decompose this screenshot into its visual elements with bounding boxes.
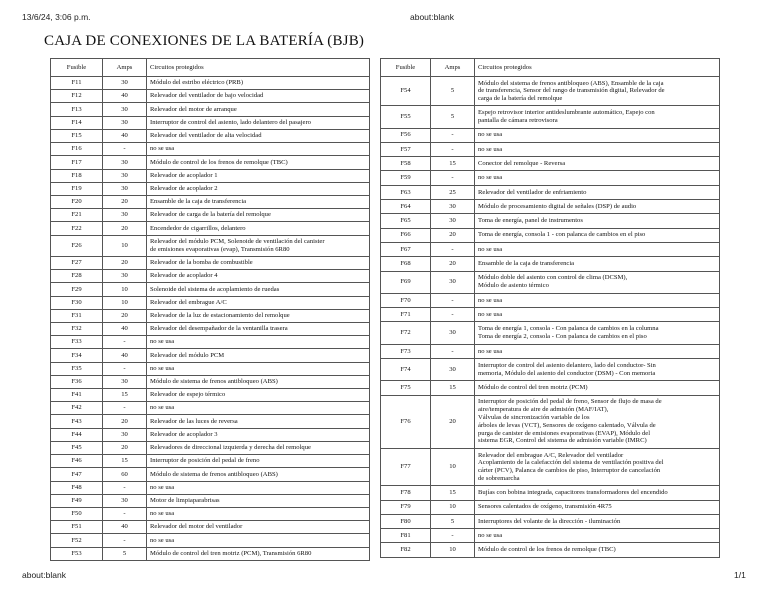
table-row — [51, 508, 370, 521]
table-row — [381, 185, 720, 199]
fuse-cell: F76 — [381, 395, 431, 448]
amps-cell: 20 — [103, 309, 147, 322]
table-row — [381, 486, 720, 500]
table-row — [381, 359, 720, 381]
table-row — [51, 441, 370, 454]
fuse-cell: F21 — [51, 209, 103, 222]
table-row — [51, 468, 370, 481]
document-title: CAJA DE CONEXIONES DE LA BATERÍA (BJB) — [44, 33, 365, 49]
amps-cell: 30 — [103, 156, 147, 169]
amps-cell: 30 — [431, 322, 475, 344]
fuse-cell: F77 — [381, 448, 431, 485]
amps-cell: 20 — [431, 228, 475, 242]
amps-cell: 60 — [103, 468, 147, 481]
amps-cell: 30 — [103, 270, 147, 283]
amps-cell: 20 — [103, 441, 147, 454]
circuit-description-cell: Interruptor de posición del pedal de freno, Sensor de flujo de masa de aire/temperatura de aire de admisión (MAF/IAT), Válvulas de sincronización variable de los árboles de levas (VCT), Sensores de oxígeno calentado, Válvula de purga de canister de emisiones evaporativas (EVAP), Módulo del sistema EGR, Control del sistema de admisión variable (IMRC) — [475, 395, 720, 448]
table-row — [381, 257, 720, 271]
amps-cell: - — [103, 534, 147, 547]
circuit-description-cell: no se usa — [147, 336, 370, 349]
fuse-cell: F16 — [51, 143, 103, 156]
amps-cell: 30 — [103, 169, 147, 182]
table-row — [51, 156, 370, 169]
amps-cell: 10 — [431, 500, 475, 514]
fuse-cell: F79 — [381, 500, 431, 514]
fuse-cell: F36 — [51, 375, 103, 388]
fuse-cell: F33 — [51, 336, 103, 349]
amps-cell: - — [103, 481, 147, 494]
circuit-description-cell: no se usa — [147, 362, 370, 375]
column-header-circuits: Circuitos protegidos — [147, 59, 370, 77]
fuse-cell: F80 — [381, 514, 431, 528]
fuse-cell: F64 — [381, 200, 431, 214]
fuse-cell: F43 — [51, 415, 103, 428]
table-row — [381, 271, 720, 293]
column-header-amps: Amps — [103, 59, 147, 77]
fuse-cell: F17 — [51, 156, 103, 169]
circuit-description-cell: Módulo del estribo eléctrico (PRB) — [147, 77, 370, 90]
circuit-description-cell: Toma de energía, panel de instrumentos — [475, 214, 720, 228]
fuse-cell: F67 — [381, 242, 431, 256]
circuit-description-cell: no se usa — [147, 508, 370, 521]
table-row — [381, 381, 720, 395]
print-page-number: 1/1 — [734, 570, 746, 580]
table-header-row — [51, 59, 370, 77]
table-row — [381, 77, 720, 106]
circuit-description-cell: Relevador de carga de la batería del remolque — [147, 209, 370, 222]
table-row — [51, 362, 370, 375]
circuit-description-cell: Relevadores de direccional izquierda y derecha del remolque — [147, 441, 370, 454]
amps-cell: 15 — [431, 486, 475, 500]
fuse-cell: F32 — [51, 322, 103, 335]
fuse-cell: F30 — [51, 296, 103, 309]
column-header-amps: Amps — [431, 59, 475, 77]
amps-cell: - — [431, 142, 475, 156]
fuse-cell: F31 — [51, 309, 103, 322]
amps-cell: 30 — [431, 214, 475, 228]
table-row — [51, 521, 370, 534]
circuit-description-cell: Bujías con bobina integrada, capacitores transformadores del encendido — [475, 486, 720, 500]
circuit-description-cell: Relevador del motor del ventilador — [147, 521, 370, 534]
fuse-cell: F19 — [51, 182, 103, 195]
fuse-cell: F53 — [51, 547, 103, 560]
circuit-description-cell: Ensamble de la caja de transferencia — [475, 257, 720, 271]
circuit-description-cell: Toma de energía 1, consola - Con palanca de cambios en la columna Toma de energía 2, consola - Con palanca de cambios en el piso — [475, 322, 720, 344]
circuit-description-cell: Relevador del embrague A/C, Relevador del ventilador Acoplamiento de la calefacción del sistema de ventilación positiva del cárter (PCV), Palanca de cambios de piso, Interruptor de cancelación de sobremarcha — [475, 448, 720, 485]
fuse-cell: F66 — [381, 228, 431, 242]
fuse-cell: F46 — [51, 455, 103, 468]
table-row — [381, 106, 720, 128]
circuit-description-cell: no se usa — [475, 128, 720, 142]
amps-cell: 15 — [431, 157, 475, 171]
circuit-description-cell: Solenoide del sistema de acoplamiento de ruedas — [147, 283, 370, 296]
fuse-cell: F51 — [51, 521, 103, 534]
circuit-description-cell: no se usa — [147, 481, 370, 494]
amps-cell: 30 — [103, 116, 147, 129]
fuse-cell: F71 — [381, 308, 431, 322]
fuse-cell: F54 — [381, 77, 431, 106]
fuse-cell: F27 — [51, 256, 103, 269]
amps-cell: - — [431, 293, 475, 307]
table-row — [51, 494, 370, 507]
table-row — [51, 235, 370, 256]
fuse-cell: F52 — [51, 534, 103, 547]
fuse-cell: F82 — [381, 543, 431, 557]
circuit-description-cell: Toma de energía, consola 1 - con palanca de cambios en el piso — [475, 228, 720, 242]
amps-cell: - — [431, 242, 475, 256]
fuse-cell: F69 — [381, 271, 431, 293]
circuit-description-cell: Relevador del desempañador de la ventanilla trasera — [147, 322, 370, 335]
fuse-cell: F45 — [51, 441, 103, 454]
table-row — [51, 402, 370, 415]
table-row — [51, 375, 370, 388]
table-row — [51, 270, 370, 283]
circuit-description-cell: no se usa — [147, 402, 370, 415]
amps-cell: 20 — [103, 415, 147, 428]
circuit-description-cell: no se usa — [475, 293, 720, 307]
amps-cell: 15 — [431, 381, 475, 395]
table-row — [51, 116, 370, 129]
circuit-description-cell: Relevador del módulo PCM — [147, 349, 370, 362]
fuse-cell: F47 — [51, 468, 103, 481]
table-row — [381, 322, 720, 344]
table-row — [381, 214, 720, 228]
fuse-cell: F34 — [51, 349, 103, 362]
fuse-cell: F57 — [381, 142, 431, 156]
circuit-description-cell: no se usa — [475, 344, 720, 358]
circuit-description-cell: Módulo de control del tren motriz (PCM) — [475, 381, 720, 395]
fuse-cell: F72 — [381, 322, 431, 344]
amps-cell: 30 — [103, 182, 147, 195]
amps-cell: 10 — [431, 543, 475, 557]
fuse-cell: F78 — [381, 486, 431, 500]
circuit-description-cell: Módulo de control de los frenos de remolque (TBC) — [147, 156, 370, 169]
table-row — [51, 103, 370, 116]
circuit-description-cell: Conector del remolque - Reversa — [475, 157, 720, 171]
circuit-description-cell: Relevador de las luces de reversa — [147, 415, 370, 428]
table-row — [381, 142, 720, 156]
table-row — [381, 242, 720, 256]
print-footer-url: about:blank — [22, 570, 66, 580]
table-row — [381, 128, 720, 142]
amps-cell: 40 — [103, 349, 147, 362]
circuit-description-cell: Módulo de procesamiento digital de señales (DSP) de audio — [475, 200, 720, 214]
fuse-cell: F41 — [51, 389, 103, 402]
circuit-description-cell: Relevador de espejo térmico — [147, 389, 370, 402]
amps-cell: 30 — [103, 209, 147, 222]
table-row — [381, 543, 720, 557]
table-row — [381, 500, 720, 514]
amps-cell: 40 — [103, 521, 147, 534]
circuit-description-cell: Relevador de la luz de estacionamiento del remolque — [147, 309, 370, 322]
circuit-description-cell: Relevador del embrague A/C — [147, 296, 370, 309]
table-row — [51, 349, 370, 362]
amps-cell: 5 — [431, 77, 475, 106]
fuse-cell: F42 — [51, 402, 103, 415]
table-row — [51, 428, 370, 441]
amps-cell: - — [103, 402, 147, 415]
fuse-cell: F55 — [381, 106, 431, 128]
fuse-cell: F35 — [51, 362, 103, 375]
circuit-description-cell: Interruptor de posición del pedal de freno — [147, 455, 370, 468]
amps-cell: 30 — [103, 494, 147, 507]
fuse-cell: F49 — [51, 494, 103, 507]
amps-cell: 30 — [103, 103, 147, 116]
column-header-fuse: Fusible — [51, 59, 103, 77]
fuse-cell: F26 — [51, 235, 103, 256]
table-row — [51, 389, 370, 402]
circuit-description-cell: Encendedor de cigarrillos, delantero — [147, 222, 370, 235]
fuse-table-left — [50, 58, 370, 561]
circuit-description-cell: no se usa — [475, 142, 720, 156]
circuit-description-cell: Relevador del ventilador de bajo velocidad — [147, 90, 370, 103]
table-row — [51, 222, 370, 235]
amps-cell: - — [103, 508, 147, 521]
table-row — [51, 322, 370, 335]
column-header-circuits: Circuitos protegidos — [475, 59, 720, 77]
circuit-description-cell: Módulo de control de los frenos de remolque (TBC) — [475, 543, 720, 557]
fuse-cell: F81 — [381, 529, 431, 543]
circuit-description-cell: Relevador de acoplador 2 — [147, 182, 370, 195]
circuit-description-cell: no se usa — [147, 534, 370, 547]
amps-cell: 20 — [103, 222, 147, 235]
fuse-cell: F65 — [381, 214, 431, 228]
table-row — [51, 309, 370, 322]
amps-cell: - — [431, 344, 475, 358]
amps-cell: 15 — [103, 455, 147, 468]
circuit-description-cell: no se usa — [475, 171, 720, 185]
table-row — [51, 209, 370, 222]
circuit-description-cell: Interruptor de control del asiento, lado delantero del pasajero — [147, 116, 370, 129]
table-row — [381, 344, 720, 358]
circuit-description-cell: Módulo del sistema de frenos antibloqueo (ABS), Ensamble de la caja de transferencia, Sensor del rango de transmisión digital, Relevador de carga de la batería del remolque — [475, 77, 720, 106]
table-row — [51, 182, 370, 195]
fuse-cell: F50 — [51, 508, 103, 521]
circuit-description-cell: Módulo de sistema de frenos antibloqueo (ABS) — [147, 375, 370, 388]
fuse-cell: F58 — [381, 157, 431, 171]
circuit-description-cell: Relevador de la bomba de combustible — [147, 256, 370, 269]
amps-cell: - — [431, 529, 475, 543]
amps-cell: 25 — [431, 185, 475, 199]
table-row — [51, 77, 370, 90]
circuit-description-cell: Relevador del ventilador de alta velocidad — [147, 129, 370, 142]
amps-cell: 5 — [103, 547, 147, 560]
fuse-cell: F12 — [51, 90, 103, 103]
amps-cell: - — [431, 308, 475, 322]
print-page-title: about:blank — [410, 12, 454, 22]
fuse-cell: F63 — [381, 185, 431, 199]
fuse-cell: F13 — [51, 103, 103, 116]
fuse-table-right — [380, 58, 720, 558]
amps-cell: 30 — [103, 375, 147, 388]
table-row — [51, 336, 370, 349]
fuse-cell: F56 — [381, 128, 431, 142]
amps-cell: 20 — [103, 256, 147, 269]
fuse-cell: F44 — [51, 428, 103, 441]
fuse-cell: F59 — [381, 171, 431, 185]
print-datetime: 13/6/24, 3:06 p.m. — [22, 12, 91, 22]
fuse-cell: F73 — [381, 344, 431, 358]
amps-cell: - — [431, 128, 475, 142]
circuit-description-cell: no se usa — [475, 242, 720, 256]
amps-cell: 10 — [103, 283, 147, 296]
table-row — [381, 157, 720, 171]
table-row — [51, 534, 370, 547]
amps-cell: 10 — [103, 235, 147, 256]
circuit-description-cell: Módulo doble del asiento con control de clima (DCSM), Módulo de asiento térmico — [475, 271, 720, 293]
fuse-cell: F70 — [381, 293, 431, 307]
circuit-description-cell: Interruptores del volante de la dirección - iluminación — [475, 514, 720, 528]
table-row — [51, 90, 370, 103]
fuse-cell: F48 — [51, 481, 103, 494]
fuse-cell: F75 — [381, 381, 431, 395]
amps-cell: - — [103, 336, 147, 349]
table-row — [381, 529, 720, 543]
table-row — [51, 283, 370, 296]
amps-cell: 10 — [431, 448, 475, 485]
amps-cell: - — [103, 362, 147, 375]
circuit-description-cell: Motor de limpiaparabrisas — [147, 494, 370, 507]
circuit-description-cell: Relevador del ventilador de enfriamiento — [475, 185, 720, 199]
table-row — [381, 293, 720, 307]
amps-cell: 40 — [103, 90, 147, 103]
circuit-description-cell: Ensamble de la caja de transferencia — [147, 195, 370, 208]
amps-cell: 20 — [431, 395, 475, 448]
table-row — [381, 228, 720, 242]
circuit-description-cell: Relevador de acoplador 4 — [147, 270, 370, 283]
fuse-cell: F68 — [381, 257, 431, 271]
fuse-cell: F14 — [51, 116, 103, 129]
circuit-description-cell: Sensores calentados de oxígeno, transmisión 4R75 — [475, 500, 720, 514]
table-row — [51, 195, 370, 208]
amps-cell: 30 — [431, 200, 475, 214]
amps-cell: 30 — [431, 271, 475, 293]
amps-cell: 5 — [431, 514, 475, 528]
circuit-description-cell: Espejo retrovisor interior antideslumbrante automático, Espejo con pantalla de cámara retrovisora — [475, 106, 720, 128]
circuit-description-cell: Relevador del módulo PCM, Solenoide de ventilación del canister de emisiones evaporativas (evap), Transmisión 6R80 — [147, 235, 370, 256]
table-row — [381, 448, 720, 485]
table-row — [51, 547, 370, 560]
amps-cell: 30 — [103, 428, 147, 441]
circuit-description-cell: no se usa — [147, 143, 370, 156]
fuse-cell: F15 — [51, 129, 103, 142]
amps-cell: 5 — [431, 106, 475, 128]
fuse-cell: F22 — [51, 222, 103, 235]
fuse-cell: F28 — [51, 270, 103, 283]
table-row — [381, 308, 720, 322]
table-row — [51, 415, 370, 428]
amps-cell: 30 — [431, 359, 475, 381]
circuit-description-cell: Relevador de acoplador 1 — [147, 169, 370, 182]
amps-cell: 40 — [103, 129, 147, 142]
table-row — [51, 143, 370, 156]
fuse-cell: F29 — [51, 283, 103, 296]
table-row — [51, 481, 370, 494]
amps-cell: 30 — [103, 77, 147, 90]
table-row — [381, 395, 720, 448]
column-header-fuse: Fusible — [381, 59, 431, 77]
circuit-description-cell: Relevador de acoplador 3 — [147, 428, 370, 441]
fuse-cell: F18 — [51, 169, 103, 182]
amps-cell: 15 — [103, 389, 147, 402]
table-row — [51, 296, 370, 309]
circuit-description-cell: Relevador del motor de arranque — [147, 103, 370, 116]
table-row — [51, 256, 370, 269]
circuit-description-cell: Interruptor de control del asiento delantero, lado del conductor- Sin memoria, Módulo del asiento del conductor (DSM) - Con memoria — [475, 359, 720, 381]
circuit-description-cell: no se usa — [475, 308, 720, 322]
fuse-cell: F74 — [381, 359, 431, 381]
table-row — [51, 169, 370, 182]
amps-cell: 20 — [103, 195, 147, 208]
circuit-description-cell: no se usa — [475, 529, 720, 543]
table-row — [381, 514, 720, 528]
table-row — [51, 129, 370, 142]
amps-cell: 10 — [103, 296, 147, 309]
amps-cell: - — [431, 171, 475, 185]
amps-cell: - — [103, 143, 147, 156]
table-header-row — [381, 59, 720, 77]
amps-cell: 20 — [431, 257, 475, 271]
table-row — [51, 455, 370, 468]
table-row — [381, 200, 720, 214]
amps-cell: 40 — [103, 322, 147, 335]
circuit-description-cell: Módulo de sistema de frenos antibloqueo (ABS) — [147, 468, 370, 481]
fuse-cell: F11 — [51, 77, 103, 90]
fuse-cell: F20 — [51, 195, 103, 208]
table-row — [381, 171, 720, 185]
circuit-description-cell: Módulo de control del tren motriz (PCM), Transmisión 6R80 — [147, 547, 370, 560]
